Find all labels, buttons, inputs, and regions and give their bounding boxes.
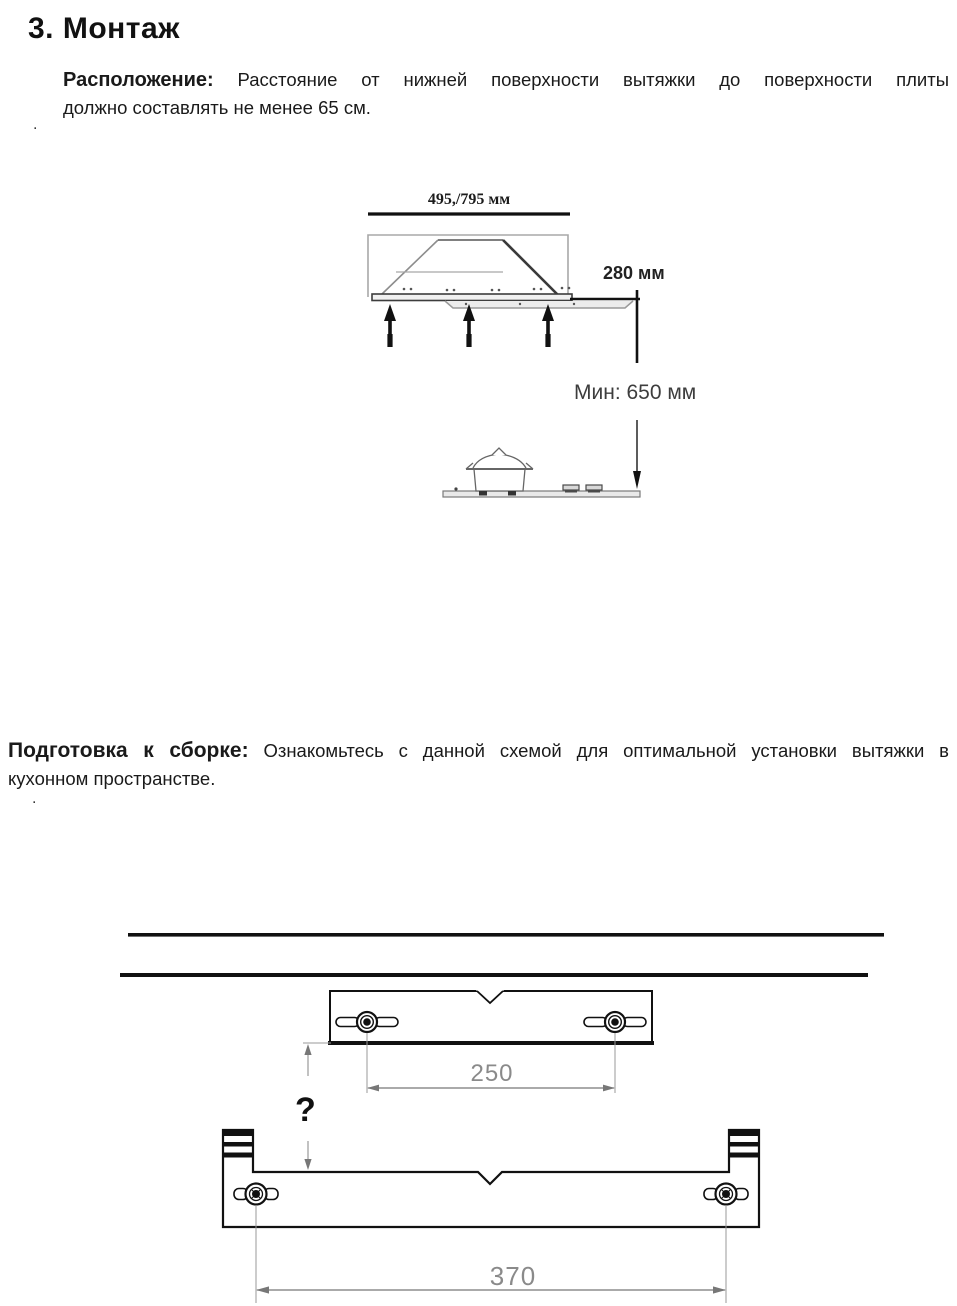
hood-rear-drawing — [223, 1130, 759, 1227]
hood-diagram — [340, 185, 730, 515]
hanging-tab-stripes — [224, 1131, 758, 1158]
location-body-line2: должно составлять не менее 65 см. — [63, 97, 371, 118]
wall-lines — [120, 933, 884, 977]
preparation-body-line1: Ознакомьтесь с данной схемой для оптимальной установки вытяжки в — [263, 740, 950, 761]
bracket-spacing-label: 250 — [470, 1060, 514, 1087]
min-height-label: Мин: 650 мм — [574, 381, 697, 404]
preparation-line1 — [8, 737, 949, 765]
arrow-up-icon — [542, 304, 554, 347]
stray-dot-middle: . — [32, 790, 37, 807]
mounting-bracket-drawing — [328, 989, 654, 1043]
min-height-dimension-line — [633, 420, 641, 489]
mounting-diagram — [100, 925, 900, 1306]
arrow-up-icon — [384, 304, 396, 347]
location-paragraph — [63, 66, 949, 121]
pot-icon — [466, 448, 533, 496]
stray-dot-top: . — [33, 116, 38, 133]
unknown-distance-label: ? — [295, 1091, 316, 1129]
airflow-arrows — [384, 304, 554, 347]
preparation-heading: Подготовка к сборке: — [8, 739, 249, 762]
arrow-up-icon — [463, 304, 475, 347]
hood-body-drawing — [368, 235, 633, 308]
hood-width-label: 495,/795 мм — [427, 191, 511, 208]
page-title: 3. Монтаж — [28, 12, 180, 45]
hood-depth-label: 280 мм — [603, 263, 665, 283]
preparation-body-line2: кухонном пространстве. — [8, 768, 216, 789]
location-body-line1: Расстояние от нижней поверхности вытяжки до поверхности плиты — [237, 69, 949, 90]
location-line1 — [63, 66, 949, 94]
depth-dimension-line — [570, 290, 640, 363]
preparation-paragraph — [8, 737, 949, 793]
location-heading: Расположение: — [63, 69, 214, 91]
burner-icon — [586, 485, 602, 493]
stove-drawing — [443, 448, 640, 497]
hood-spacing-label: 370 — [489, 1261, 537, 1291]
burner-icon — [563, 485, 579, 493]
